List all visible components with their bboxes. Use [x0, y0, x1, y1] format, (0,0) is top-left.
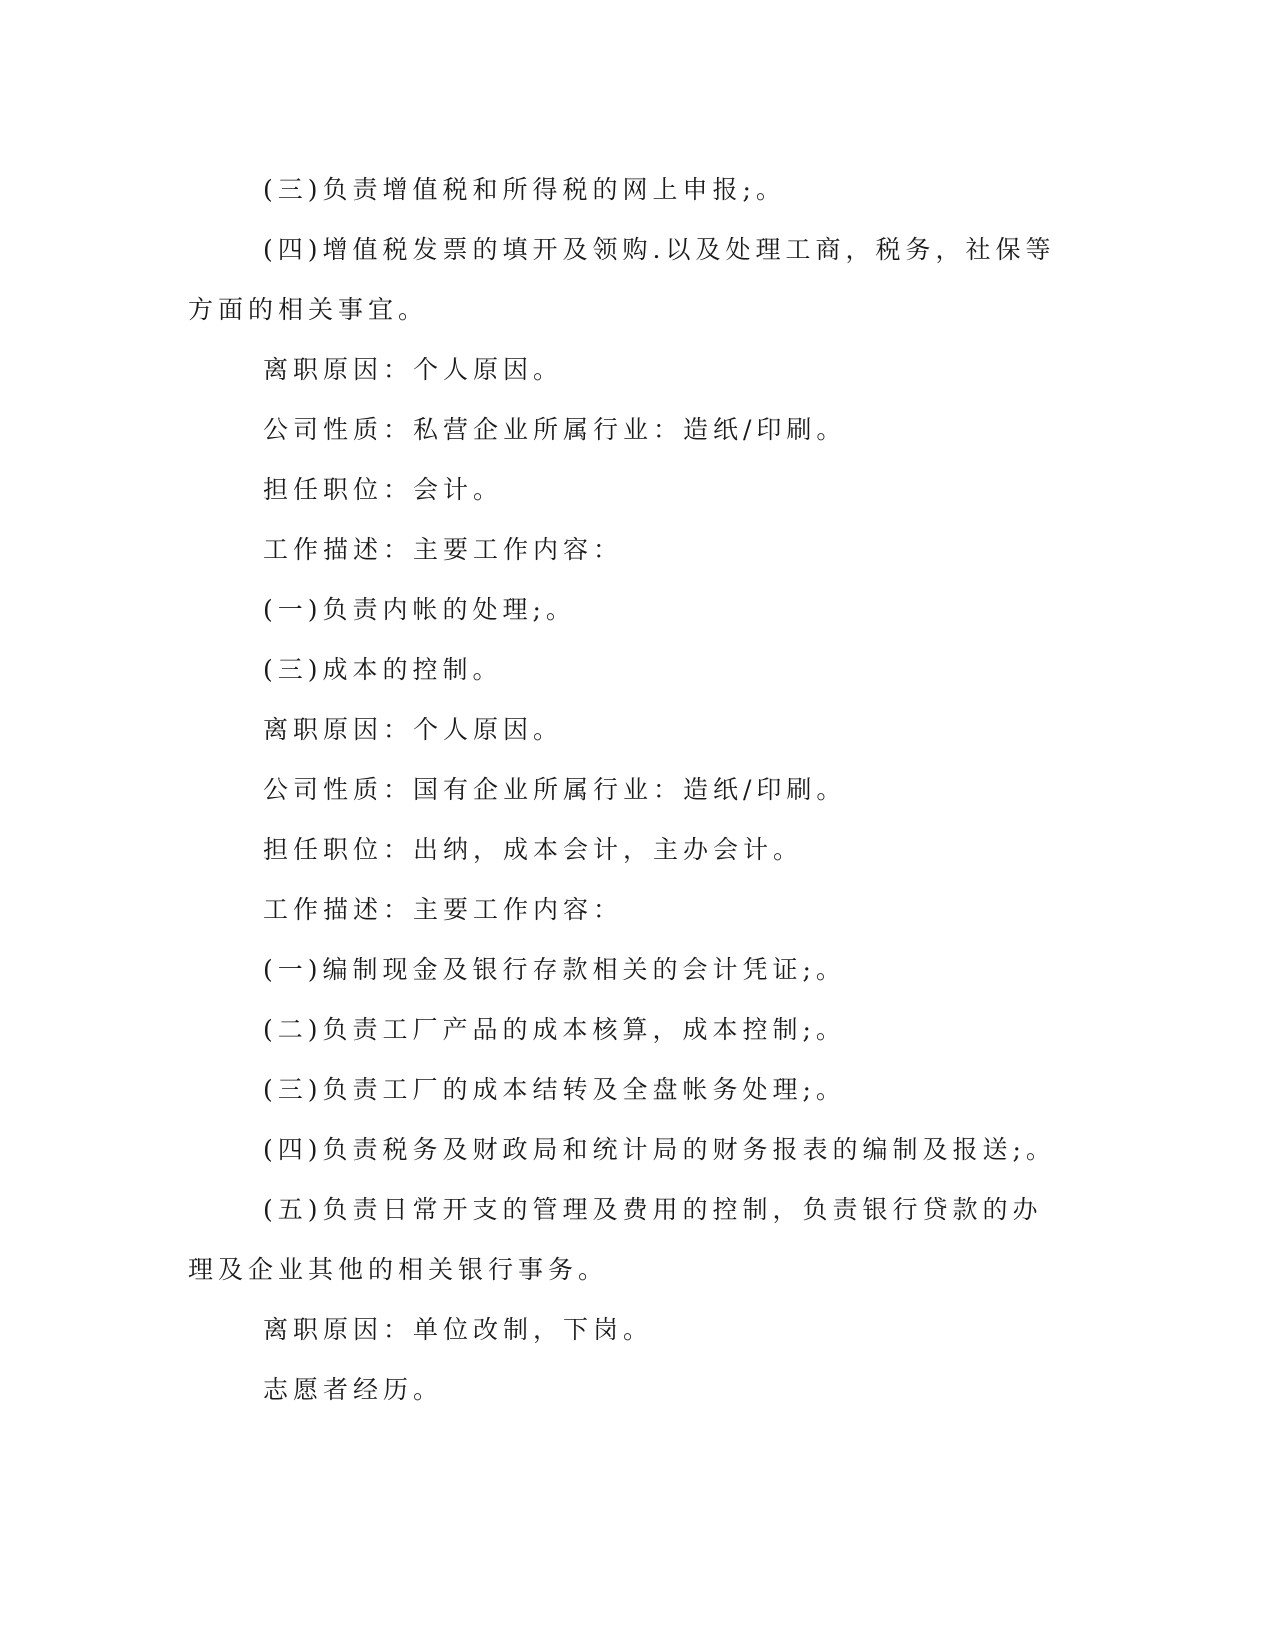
- paragraph-volunteer-heading: 志愿者经历。: [263, 1375, 444, 1404]
- paragraph-duty-item: (二)负责工厂产品的成本核算，成本控制;。: [263, 1015, 846, 1044]
- paragraph-duty-item: (三)负责工厂的成本结转及全盘帐务处理;。: [263, 1075, 846, 1104]
- paragraph-position: 担任职位：出纳，成本会计，主办会计。: [263, 835, 804, 864]
- paragraph-duty-item: (一)编制现金及银行存款相关的会计凭证;。: [263, 955, 846, 984]
- paragraph-duty-item: (一)负责内帐的处理;。: [263, 595, 576, 624]
- paragraph-leave-reason: 离职原因：个人原因。: [263, 355, 564, 384]
- paragraph-job-description: 工作描述：主要工作内容：: [263, 535, 624, 564]
- paragraph-leave-reason: 离职原因：单位改制，下岗。: [263, 1315, 654, 1344]
- paragraph-vat-income-tax-filing: (三)负责增值税和所得税的网上申报;。: [263, 175, 786, 204]
- document-body: [188, 160, 1068, 1420]
- paragraph-company-nature: 公司性质：私营企业所属行业：造纸/印刷。: [263, 415, 847, 444]
- paragraph-position: 担任职位：会计。: [263, 475, 504, 504]
- paragraph-duty-item: (五)负责日常开支的管理及费用的控制，负责银行贷款的办理及企业其他的相关银行事务。: [188, 1195, 1043, 1284]
- paragraph-job-description: 工作描述：主要工作内容：: [263, 895, 624, 924]
- paragraph-company-nature: 公司性质：国有企业所属行业：造纸/印刷。: [263, 775, 847, 804]
- paragraph-leave-reason: 离职原因：个人原因。: [263, 715, 564, 744]
- paragraph-duty-item: (四)负责税务及财政局和统计局的财务报表的编制及报送;。: [263, 1135, 1056, 1164]
- paragraph-duty-item: (三)成本的控制。: [263, 655, 503, 684]
- paragraph-invoice-handling: (四)增值税发票的填开及领购.以及处理工商，税务，社保等方面的相关事宜。: [188, 235, 1056, 324]
